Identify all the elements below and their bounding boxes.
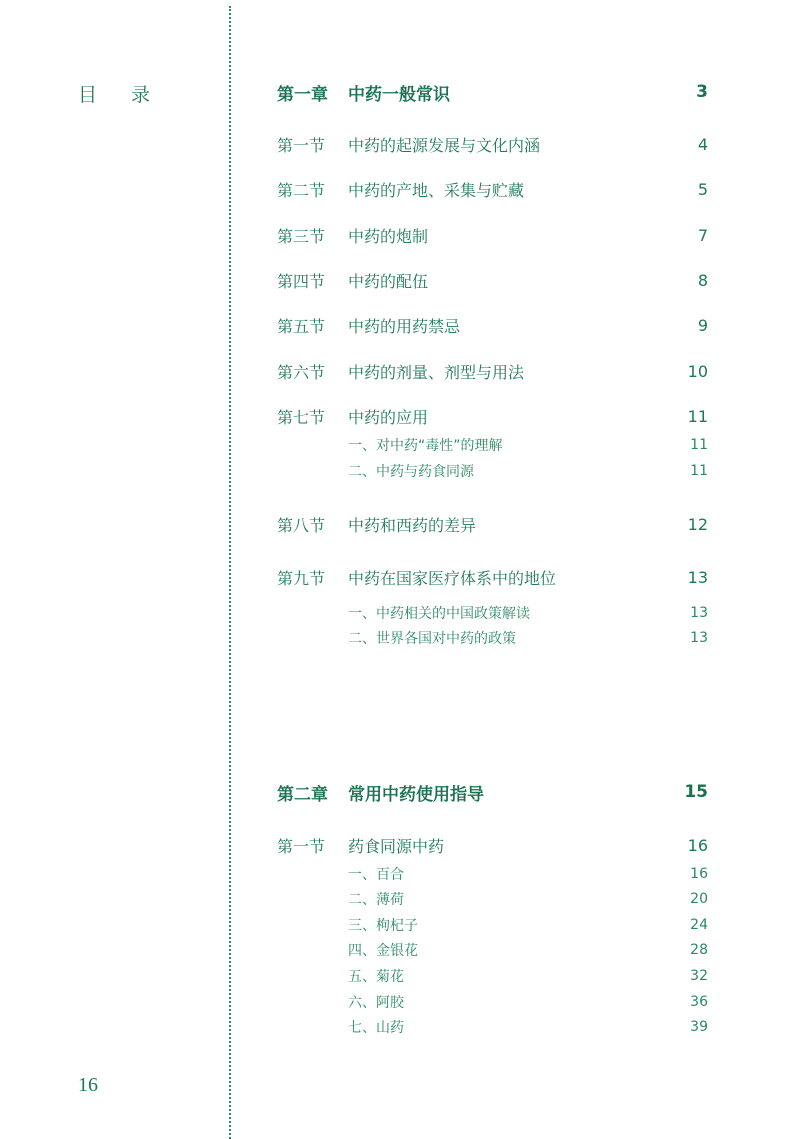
- toc-entry-chapter-2[interactable]: [277, 780, 708, 804]
- entry-title: 中药在国家医疗体系中的地位: [348, 568, 557, 588]
- entry-page: 16: [690, 866, 708, 882]
- entry-page: 28: [690, 942, 708, 958]
- entry-title: 中药一般常识: [348, 84, 450, 105]
- entry-title: 一、中药相关的中国政策解读: [348, 606, 530, 622]
- toc-entry-section[interactable]: [277, 359, 708, 383]
- entry-page: 5: [697, 179, 708, 199]
- entry-title: 二、薄荷: [348, 892, 404, 908]
- toc-entry-subsection[interactable]: [277, 1015, 708, 1039]
- entry-page: 11: [690, 437, 708, 453]
- entry-page: 13: [690, 630, 708, 646]
- toc-entry-section[interactable]: [277, 512, 708, 536]
- entry-page: 4: [697, 134, 708, 154]
- entry-number: 第四节: [277, 271, 326, 291]
- entry-title: 常用中药使用指导: [348, 784, 484, 805]
- entry-number: 第一节: [277, 836, 326, 856]
- entry-page: 10: [687, 361, 708, 381]
- entry-page: 11: [687, 406, 708, 426]
- entry-title: 七、山药: [348, 1020, 404, 1036]
- entry-title: 药食同源中药: [348, 836, 445, 856]
- entry-page: 39: [690, 1019, 708, 1035]
- entry-number: 第八节: [277, 515, 326, 535]
- entry-title: 中药的配伍: [348, 271, 429, 291]
- entry-number: 第六节: [277, 362, 326, 382]
- entry-number: 第九节: [277, 568, 326, 588]
- toc-entry-section[interactable]: [277, 404, 708, 428]
- toc-entry-subsection[interactable]: [277, 990, 708, 1014]
- toc-entry-section[interactable]: [277, 313, 708, 337]
- entry-page: 13: [690, 605, 708, 621]
- entry-title: 二、世界各国对中药的政策: [348, 631, 516, 647]
- entry-page: 20: [690, 891, 708, 907]
- entry-title: 中药和西药的差异: [348, 515, 477, 535]
- page-number: 16: [78, 1074, 98, 1096]
- entry-title: 一、对中药“毒性”的理解: [348, 438, 503, 454]
- entry-number: 第二章: [277, 784, 328, 805]
- entry-title: 中药的用药禁忌: [348, 316, 461, 336]
- toc-entry-chapter-1[interactable]: [277, 80, 708, 104]
- entry-title: 中药的产地、采集与贮藏: [348, 180, 525, 200]
- entry-page: 9: [697, 315, 708, 335]
- entry-page: 7: [697, 225, 708, 245]
- entry-page: 16: [687, 835, 708, 855]
- entry-number: 第五节: [277, 316, 326, 336]
- entry-number: 第一章: [277, 84, 328, 105]
- dotted-divider: [229, 6, 231, 1139]
- toc-entry-subsection[interactable]: [277, 601, 708, 625]
- entry-page: 36: [690, 994, 708, 1010]
- toc-heading: 目 录: [78, 84, 165, 106]
- entry-page: 13: [687, 567, 708, 587]
- entry-number: 第七节: [277, 407, 326, 427]
- toc-entry-section[interactable]: [277, 177, 708, 201]
- entry-title: 中药的起源发展与文化内涵: [348, 135, 541, 155]
- entry-number: 第一节: [277, 135, 326, 155]
- toc-entry-subsection[interactable]: [277, 626, 708, 650]
- toc-entry-subsection[interactable]: [277, 964, 708, 988]
- entry-number: 第三节: [277, 226, 326, 246]
- entry-title: 一、百合: [348, 867, 404, 883]
- entry-title: 六、阿胶: [348, 995, 404, 1011]
- entry-page: 11: [690, 463, 708, 479]
- toc-entry-section[interactable]: [277, 833, 708, 857]
- entry-page: 15: [684, 782, 708, 802]
- toc-entry-section[interactable]: [277, 565, 708, 589]
- entry-title: 中药的剂量、剂型与用法: [348, 362, 525, 382]
- toc-entry-section[interactable]: [277, 268, 708, 292]
- entry-title: 四、金银花: [348, 943, 418, 959]
- entry-title: 三、枸杞子: [348, 918, 418, 934]
- entry-title: 中药的炮制: [348, 226, 429, 246]
- toc-entry-subsection[interactable]: [277, 938, 708, 962]
- toc-entry-subsection[interactable]: [277, 913, 708, 937]
- entry-page: 24: [690, 917, 708, 933]
- entry-title: 二、中药与药食同源: [348, 464, 474, 480]
- toc-entry-subsection[interactable]: [277, 459, 708, 483]
- entry-title: 五、菊花: [348, 969, 404, 985]
- toc-entry-section[interactable]: [277, 223, 708, 247]
- entry-page: 8: [697, 270, 708, 290]
- entry-page: 12: [687, 514, 708, 534]
- entry-page: 3: [696, 82, 708, 102]
- entry-number: 第二节: [277, 180, 326, 200]
- toc-entry-subsection[interactable]: [277, 433, 708, 457]
- entry-title: 中药的应用: [348, 407, 429, 427]
- entry-page: 32: [690, 968, 708, 984]
- toc-entry-section[interactable]: [277, 132, 708, 156]
- toc-entry-subsection[interactable]: [277, 887, 708, 911]
- toc-entry-subsection[interactable]: [277, 862, 708, 886]
